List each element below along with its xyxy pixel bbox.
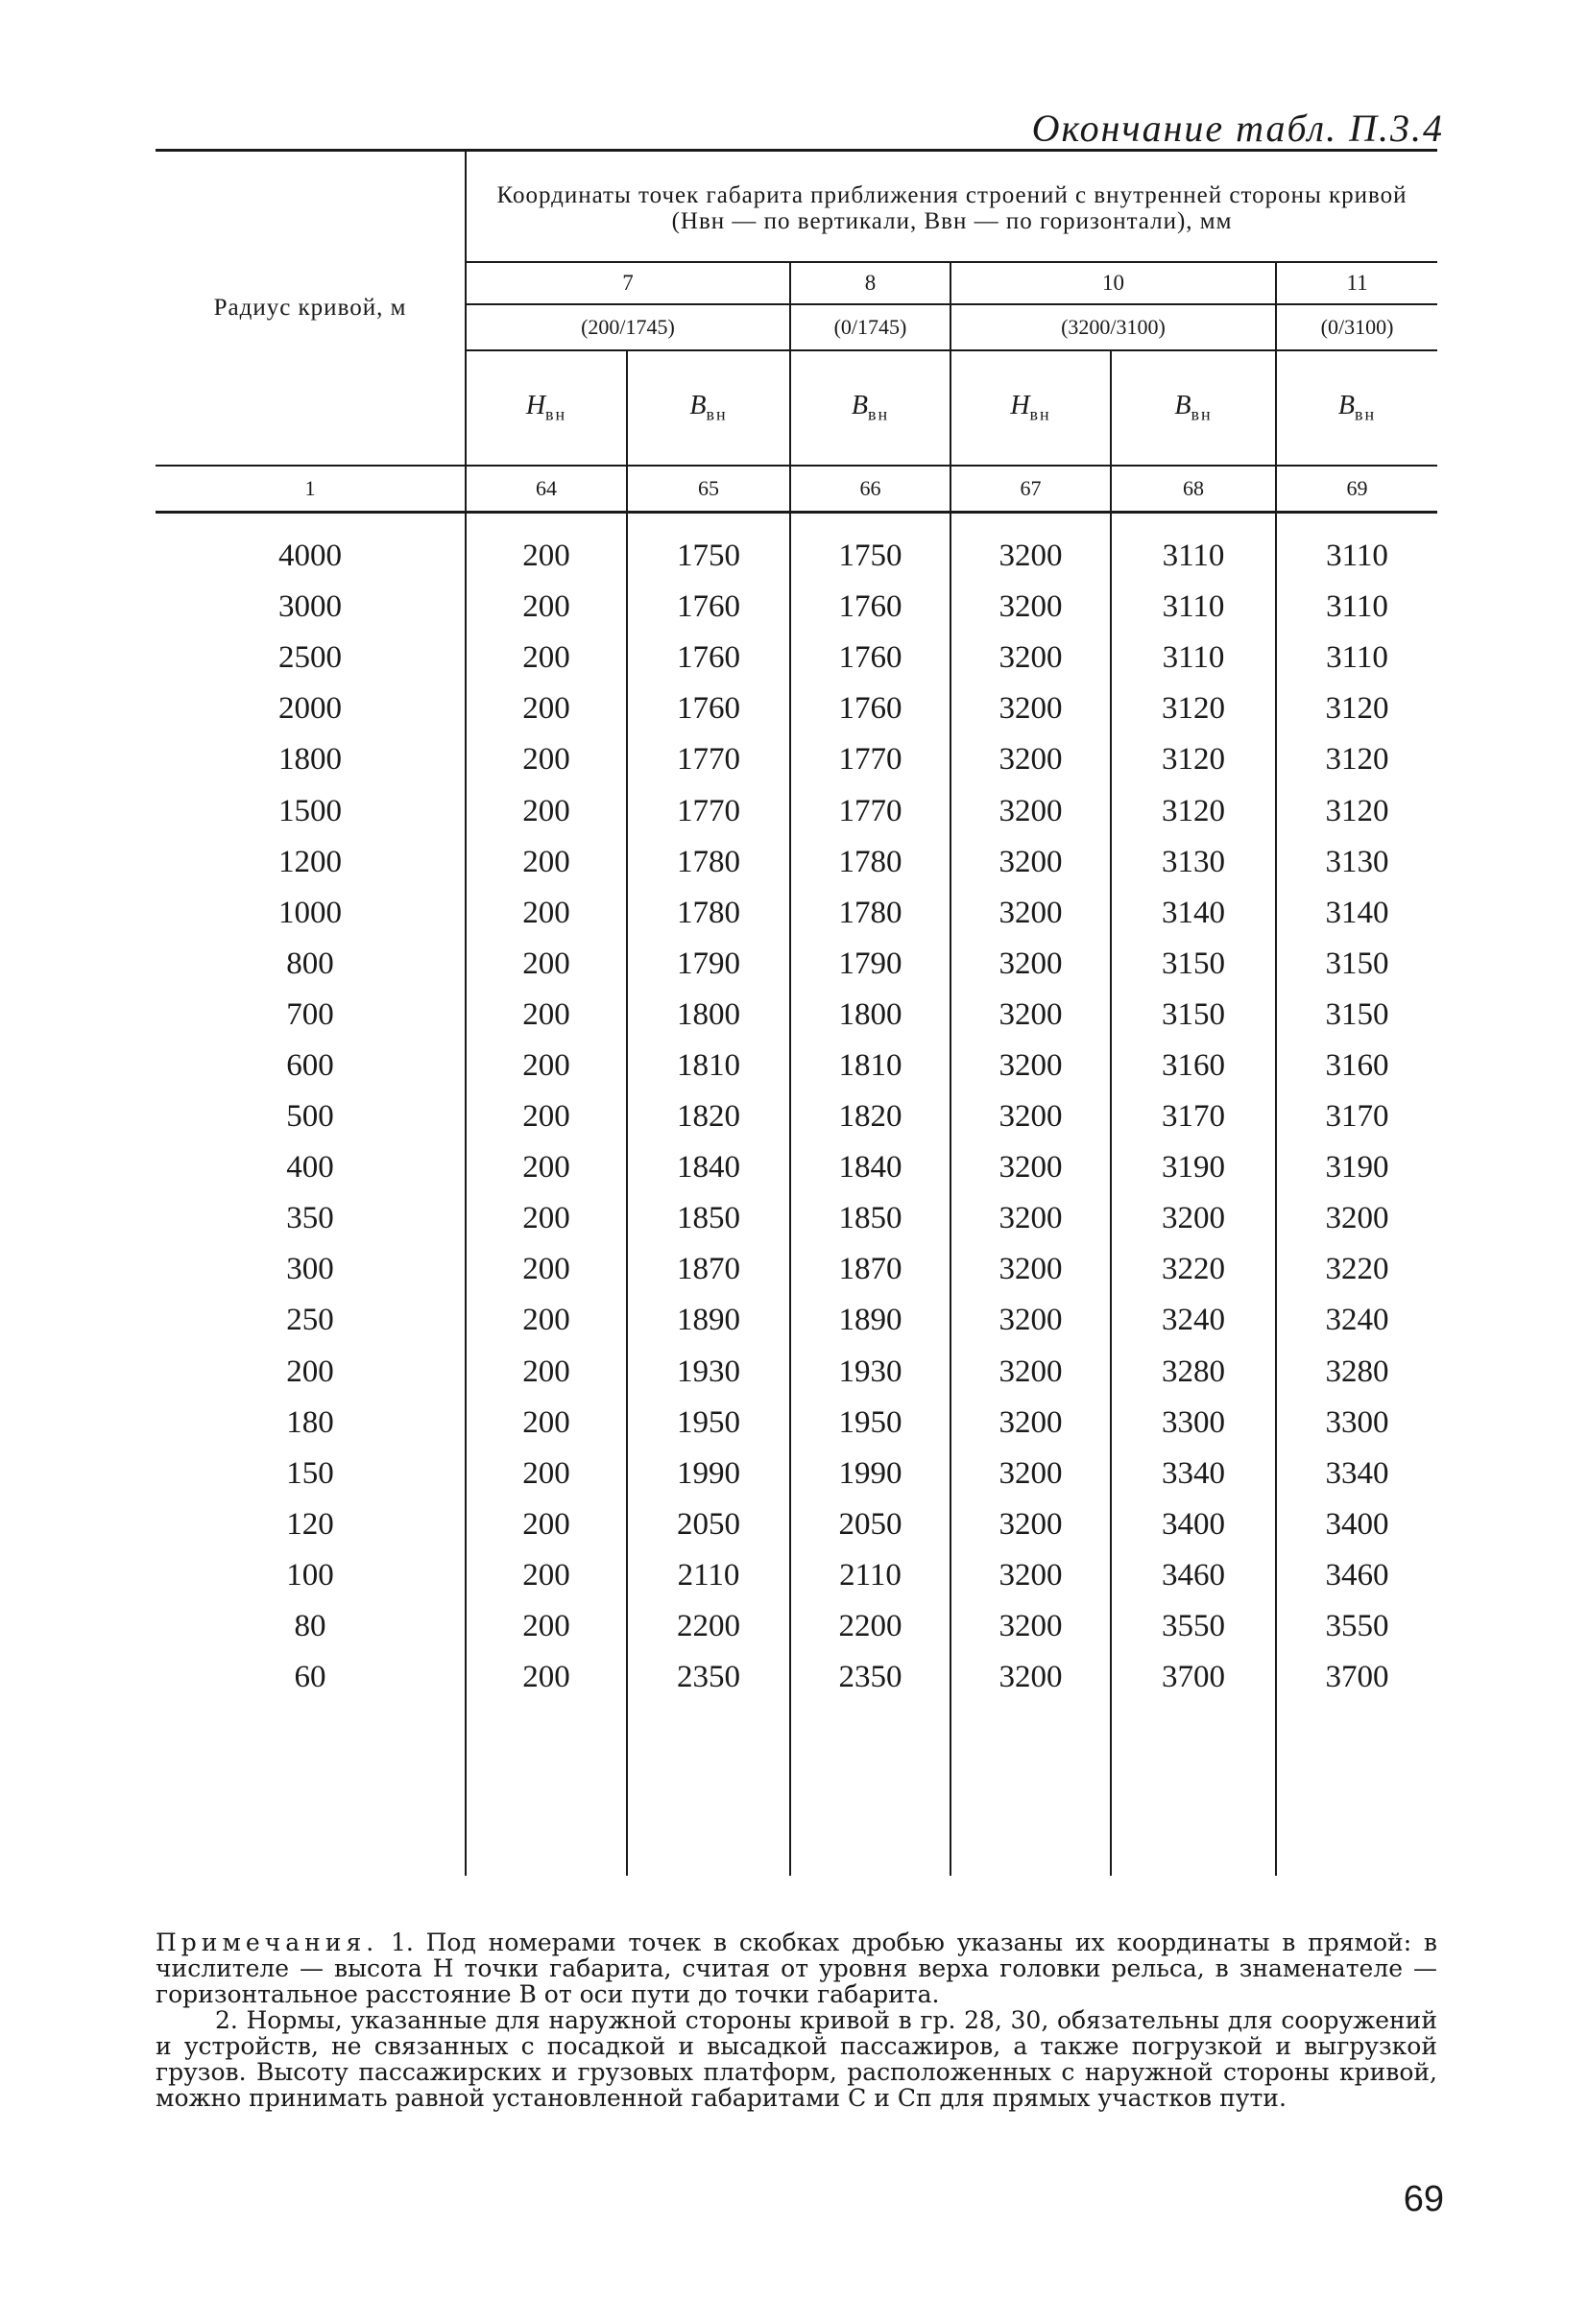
value-cell: 3240 xyxy=(1111,1295,1276,1346)
radius-cell: 3000 xyxy=(278,589,342,625)
value-cell: 3200 xyxy=(950,1091,1111,1142)
point-number: 10 xyxy=(950,262,1276,304)
value-cell: 3200 xyxy=(950,734,1111,785)
value-cell: 1760 xyxy=(627,633,790,683)
value-cell: 200 xyxy=(466,990,627,1041)
value-cell: 200 xyxy=(466,785,627,836)
value-cell: 200 xyxy=(466,1499,627,1550)
value-cell: 1780 xyxy=(790,837,950,888)
table-row xyxy=(156,633,1437,683)
table-row xyxy=(156,1193,1437,1244)
radius-cell: 60 xyxy=(294,1660,326,1695)
value-cell: 200 xyxy=(466,1398,627,1449)
empty-cell xyxy=(1276,1703,1437,1876)
value-cell: 1820 xyxy=(790,1091,950,1142)
value-cell: 1870 xyxy=(790,1244,950,1295)
column-number: 66 xyxy=(790,466,950,513)
value-cell: 1790 xyxy=(627,939,790,990)
value-header: $B_{вн}$ xyxy=(1276,350,1437,466)
value-cell: 1770 xyxy=(790,785,950,836)
value-cell: 3110 xyxy=(1276,582,1437,633)
value-cell: 200 xyxy=(466,1652,627,1703)
value-cell: 1810 xyxy=(627,1041,790,1091)
table-row xyxy=(156,990,1437,1041)
value-cell: 3200 xyxy=(950,785,1111,836)
page-number: 69 xyxy=(1403,2179,1444,2219)
value-cell: 1840 xyxy=(627,1142,790,1193)
value-cell: 1990 xyxy=(627,1449,790,1499)
value-cell: 3160 xyxy=(1276,1041,1437,1091)
value-cell: 200 xyxy=(466,1193,627,1244)
table-spacer-row xyxy=(156,1703,1437,1876)
radius-cell: 120 xyxy=(286,1506,334,1542)
value-cell: 3110 xyxy=(1111,582,1276,633)
radius-cell: 800 xyxy=(286,946,334,981)
value-cell: 1780 xyxy=(790,888,950,939)
value-cell: 1780 xyxy=(627,837,790,888)
value-cell: 2110 xyxy=(627,1550,790,1601)
point-number: 8 xyxy=(790,262,950,304)
table-row xyxy=(156,1142,1437,1193)
value-cell: 3200 xyxy=(950,633,1111,683)
table-row xyxy=(156,1499,1437,1550)
value-cell: 1870 xyxy=(627,1244,790,1295)
value-cell: 200 xyxy=(466,1295,627,1346)
value-cell: 1930 xyxy=(627,1347,790,1398)
radius-cell: 1200 xyxy=(278,844,342,879)
value-cell: 3200 xyxy=(950,1601,1111,1652)
value-cell: 200 xyxy=(466,939,627,990)
value-cell: 3200 xyxy=(950,513,1111,583)
point-coords: (200/1745) xyxy=(466,304,790,350)
value-cell: 3120 xyxy=(1276,785,1437,836)
radius-cell: 600 xyxy=(286,1047,334,1083)
value-cell: 3140 xyxy=(1111,888,1276,939)
value-cell: 3150 xyxy=(1276,990,1437,1041)
value-cell: 1930 xyxy=(790,1347,950,1398)
table-row xyxy=(156,837,1437,888)
point-coords: (0/3100) xyxy=(1276,304,1437,350)
radius-cell: 2000 xyxy=(278,691,342,727)
value-cell: 3120 xyxy=(1111,683,1276,734)
note-2: 2. Нормы, указанные для наружной стороны кривой в гр. 28, 30, обязательны для сооружений и устройств, не связанных с посадкой и высадкой пассажиров, а также погрузкой и выгрузкой грузов. Высоту пассажирских и грузовых платформ, расположенных с наружной стороны кривой, можно принимать равной установленной габаритами С и Сп для прямых участков пути. xyxy=(156,2006,1437,2112)
value-cell: 3300 xyxy=(1276,1398,1437,1449)
table-row xyxy=(156,1347,1437,1398)
value-cell: 3130 xyxy=(1111,837,1276,888)
value-cell: 1810 xyxy=(790,1041,950,1091)
value-cell: 200 xyxy=(466,837,627,888)
empty-cell xyxy=(950,1703,1111,1876)
value-cell: 2200 xyxy=(627,1601,790,1652)
value-cell: 3190 xyxy=(1276,1142,1437,1193)
radius-cell: 1500 xyxy=(278,793,342,828)
value-cell: 3200 xyxy=(950,1295,1111,1346)
value-cell: 3550 xyxy=(1111,1601,1276,1652)
value-cell: 1790 xyxy=(790,939,950,990)
value-cell: 1850 xyxy=(790,1193,950,1244)
value-cell: 1750 xyxy=(627,513,790,583)
value-cell: 3200 xyxy=(950,683,1111,734)
point-number: 7 xyxy=(466,262,790,304)
value-cell: 3110 xyxy=(1276,633,1437,683)
value-cell: 3120 xyxy=(1276,683,1437,734)
radius-cell: 200 xyxy=(286,1354,334,1389)
value-cell: 1840 xyxy=(790,1142,950,1193)
value-cell: 3160 xyxy=(1111,1041,1276,1091)
value-cell: 1950 xyxy=(627,1398,790,1449)
value-cell: 2350 xyxy=(790,1652,950,1703)
value-header: $B_{вн}$ xyxy=(1111,350,1276,466)
value-cell: 1760 xyxy=(790,633,950,683)
value-cell: 3300 xyxy=(1111,1398,1276,1449)
value-cell: 200 xyxy=(466,1347,627,1398)
value-cell: 200 xyxy=(466,1142,627,1193)
value-cell: 3240 xyxy=(1276,1295,1437,1346)
column-number: 64 xyxy=(466,466,627,513)
value-cell: 3150 xyxy=(1111,939,1276,990)
value-cell: 3120 xyxy=(1111,785,1276,836)
table-row xyxy=(156,1041,1437,1091)
value-cell: 3170 xyxy=(1111,1091,1276,1142)
radius-cell: 400 xyxy=(286,1150,334,1186)
value-cell: 3120 xyxy=(1111,734,1276,785)
table-row xyxy=(156,1601,1437,1652)
point-coords: (0/1745) xyxy=(790,304,950,350)
value-cell: 1990 xyxy=(790,1449,950,1499)
value-cell: 200 xyxy=(466,734,627,785)
value-cell: 3200 xyxy=(950,1398,1111,1449)
value-cell: 200 xyxy=(466,1550,627,1601)
table-row xyxy=(156,1449,1437,1499)
value-cell: 1760 xyxy=(627,582,790,633)
radius-cell: 700 xyxy=(286,996,334,1032)
value-cell: 1760 xyxy=(790,582,950,633)
column-number: 65 xyxy=(627,466,790,513)
notes xyxy=(156,1929,1437,2111)
column-number: 1 xyxy=(156,466,466,513)
value-cell: 3170 xyxy=(1276,1091,1437,1142)
value-cell: 3220 xyxy=(1276,1244,1437,1295)
value-cell: 3200 xyxy=(950,1347,1111,1398)
value-cell: 3460 xyxy=(1111,1550,1276,1601)
value-cell: 200 xyxy=(466,513,627,583)
radius-cell: 100 xyxy=(286,1557,334,1593)
value-cell: 1770 xyxy=(790,734,950,785)
table-row xyxy=(156,582,1437,633)
value-cell: 3110 xyxy=(1276,513,1437,583)
table-row xyxy=(156,1652,1437,1703)
value-cell: 3220 xyxy=(1111,1244,1276,1295)
empty-cell xyxy=(627,1703,790,1876)
value-cell: 3200 xyxy=(950,1193,1111,1244)
radius-cell: 500 xyxy=(286,1099,334,1135)
radius-cell: 80 xyxy=(294,1609,326,1644)
value-cell: 3200 xyxy=(950,1550,1111,1601)
value-cell: 1770 xyxy=(627,785,790,836)
table-row xyxy=(156,1398,1437,1449)
value-cell: 3200 xyxy=(950,939,1111,990)
empty-cell xyxy=(156,1703,466,1876)
table-row xyxy=(156,888,1437,939)
value-cell: 200 xyxy=(466,582,627,633)
value-cell: 3200 xyxy=(950,990,1111,1041)
value-cell: 1850 xyxy=(627,1193,790,1244)
column-number: 67 xyxy=(950,466,1111,513)
value-cell: 3130 xyxy=(1276,837,1437,888)
table-row xyxy=(156,1091,1437,1142)
value-cell: 1800 xyxy=(790,990,950,1041)
value-cell: 3460 xyxy=(1276,1550,1437,1601)
value-cell: 3200 xyxy=(950,1652,1111,1703)
column-number: 68 xyxy=(1111,466,1276,513)
radius-cell: 180 xyxy=(286,1404,334,1440)
radius-cell: 250 xyxy=(286,1303,334,1338)
table-row xyxy=(156,1244,1437,1295)
value-cell: 2050 xyxy=(627,1499,790,1550)
value-cell: 200 xyxy=(466,633,627,683)
value-cell: 1950 xyxy=(790,1398,950,1449)
value-cell: 200 xyxy=(466,888,627,939)
value-cell: 1770 xyxy=(627,734,790,785)
radius-cell: 2500 xyxy=(278,640,342,676)
value-cell: 200 xyxy=(466,1091,627,1142)
value-cell: 2350 xyxy=(627,1652,790,1703)
value-cell: 1760 xyxy=(627,683,790,734)
radius-cell: 350 xyxy=(286,1201,334,1236)
value-cell: 1890 xyxy=(790,1295,950,1346)
value-cell: 2110 xyxy=(790,1550,950,1601)
value-cell: 200 xyxy=(466,1041,627,1091)
value-cell: 3200 xyxy=(950,1244,1111,1295)
note-1 xyxy=(156,1929,1437,2007)
value-cell: 3150 xyxy=(1111,990,1276,1041)
notes-label: Примечания. xyxy=(156,1929,379,1956)
table-row xyxy=(156,785,1437,836)
table-row xyxy=(156,939,1437,990)
value-cell: 200 xyxy=(466,1601,627,1652)
value-cell: 3700 xyxy=(1111,1652,1276,1703)
value-cell: 1890 xyxy=(627,1295,790,1346)
value-cell: 3200 xyxy=(1111,1193,1276,1244)
coords-header: Координаты точек габарита приближения строений с внутренней стороны кривой (Hвн — по вертикали, Bвн — по горизонтали), мм xyxy=(466,151,1437,263)
note-1-text: 1. Под номерами точек в скобках дробью указаны их координаты в прямой: в числителе — высота H точки габарита, считая от уровня верха головки рельса, в знаменателе — горизонтальное расстояние B от оси пути до точки габарита. xyxy=(156,1929,1438,2008)
value-cell: 3150 xyxy=(1276,939,1437,990)
value-cell: 3190 xyxy=(1111,1142,1276,1193)
point-number: 11 xyxy=(1276,262,1437,304)
radius-cell: 1000 xyxy=(278,895,342,930)
value-cell: 3110 xyxy=(1111,513,1276,583)
value-cell: 3200 xyxy=(1276,1193,1437,1244)
empty-cell xyxy=(790,1703,950,1876)
table-body xyxy=(156,513,1437,1877)
value-cell: 3340 xyxy=(1111,1449,1276,1499)
value-header: $H_{вн}$ xyxy=(950,350,1111,466)
column-number: 69 xyxy=(1276,466,1437,513)
value-cell: 3340 xyxy=(1276,1449,1437,1499)
table-caption: Окончание табл. П.3.4 xyxy=(1031,107,1444,150)
value-cell: 3280 xyxy=(1276,1347,1437,1398)
value-cell: 3200 xyxy=(950,888,1111,939)
value-cell: 1800 xyxy=(627,990,790,1041)
radius-cell: 300 xyxy=(286,1252,334,1287)
empty-cell xyxy=(1111,1703,1276,1876)
value-cell: 1820 xyxy=(627,1091,790,1142)
table-row xyxy=(156,1295,1437,1346)
value-cell: 3200 xyxy=(950,1499,1111,1550)
value-cell: 1760 xyxy=(790,683,950,734)
table-row xyxy=(156,734,1437,785)
table-row xyxy=(156,513,1437,583)
value-cell: 200 xyxy=(466,683,627,734)
value-cell: 2200 xyxy=(790,1601,950,1652)
radius-cell: 1800 xyxy=(278,742,342,778)
value-cell: 3700 xyxy=(1276,1652,1437,1703)
radius-cell: 4000 xyxy=(278,539,342,574)
value-cell: 3400 xyxy=(1276,1499,1437,1550)
value-header: $B_{вн}$ xyxy=(790,350,950,466)
table-row xyxy=(156,683,1437,734)
value-cell: 3280 xyxy=(1111,1347,1276,1398)
table-row xyxy=(156,1550,1437,1601)
value-cell: 3200 xyxy=(950,1142,1111,1193)
value-cell: 1750 xyxy=(790,513,950,583)
value-cell: 3200 xyxy=(950,582,1111,633)
value-cell: 200 xyxy=(466,1449,627,1499)
value-cell: 2050 xyxy=(790,1499,950,1550)
radius-header: Радиус кривой, м xyxy=(156,151,466,467)
value-cell: 3400 xyxy=(1111,1499,1276,1550)
value-header: $H_{вн}$ xyxy=(466,350,627,466)
value-cell: 3200 xyxy=(950,1041,1111,1091)
value-header: $B_{вн}$ xyxy=(627,350,790,466)
clearance-table xyxy=(156,149,1437,1876)
value-cell: 3140 xyxy=(1276,888,1437,939)
value-cell: 3550 xyxy=(1276,1601,1437,1652)
empty-cell xyxy=(466,1703,627,1876)
value-cell: 1780 xyxy=(627,888,790,939)
point-coords: (3200/3100) xyxy=(950,304,1276,350)
radius-cell: 150 xyxy=(286,1455,334,1491)
value-cell: 3110 xyxy=(1111,633,1276,683)
value-cell: 3120 xyxy=(1276,734,1437,785)
value-cell: 200 xyxy=(466,1244,627,1295)
value-cell: 3200 xyxy=(950,1449,1111,1499)
value-cell: 3200 xyxy=(950,837,1111,888)
